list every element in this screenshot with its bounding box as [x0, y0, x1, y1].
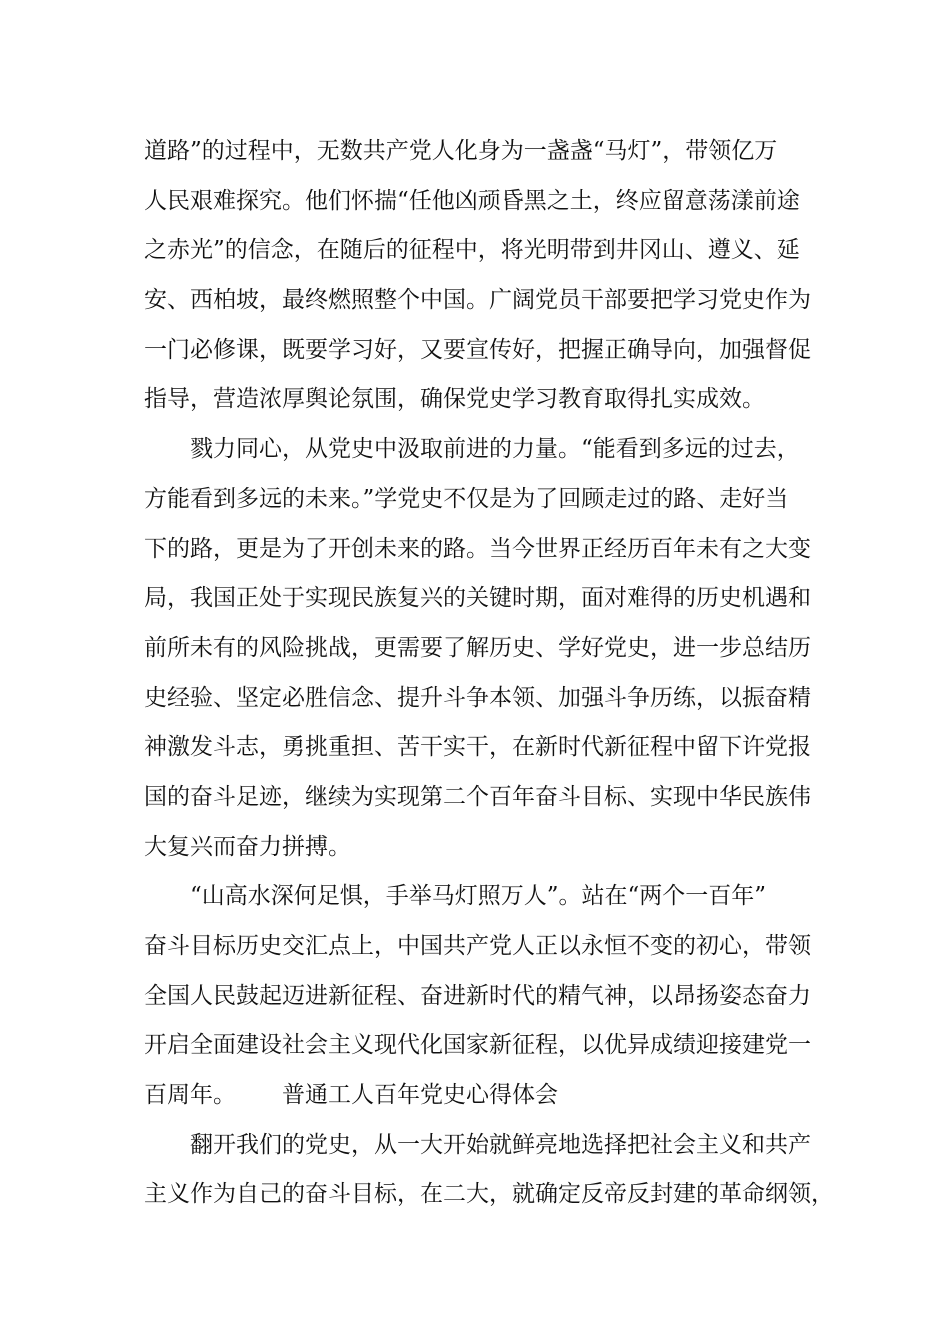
- text-line: 道路”的过程中，无数共产党人化身为一盏盏“马灯”，带领亿万: [144, 138, 778, 164]
- text-line: 之赤光”的信念，在随后的征程中，将光明带到井冈山、遵义、延: [144, 237, 800, 264]
- text-line: 戮力同心，从党史中汲取前进的力量。“能看到多远的过去，: [190, 436, 800, 463]
- document-body: [144, 127, 834, 1220]
- text-line: 神激发斗志，勇挑重担、苦干实干，在新时代新征程中留下许党报: [144, 734, 811, 761]
- text-line: “山高水深何足惧，手举马灯照万人”。站在“两个一百年”: [190, 883, 767, 910]
- text-line: 国的奋斗足迹，继续为实现第二个百年奋斗目标、实现中华民族伟: [144, 783, 811, 810]
- paragraph-continuation: [144, 127, 824, 425]
- text-line: 全国人民鼓起迈进新征程、奋进新时代的精气神，以昂扬姿态奋力: [144, 982, 811, 1009]
- text-line: 人民艰难探究。他们怀揣“任他凶顽昏黑之土，终应留意荡漾前途: [144, 187, 800, 214]
- text-line: 翻开我们的党史，从一大开始就鲜亮地选择把社会主义和共产: [190, 1131, 811, 1158]
- text-line: 局，我国正处于实现民族复兴的关键时期，面对难得的历史机遇和: [144, 585, 811, 612]
- text-line-with-title: [144, 1071, 824, 1121]
- text-line: 方能看到多远的未来。”学党史不仅是为了回顾走过的路、走好当: [144, 485, 789, 512]
- text-line: 开启全面建设社会主义现代化国家新征程，以优异成绩迎接建党一: [144, 1032, 811, 1059]
- text-line: 主义作为自己的奋斗目标，在二大，就确定反帝反封建的革命纲领，: [144, 1181, 834, 1208]
- text-line: 奋斗目标历史交汇点上，中国共产党人正以永恒不变的初心，带领: [144, 933, 811, 959]
- text-line: 一门必修课，既要学习好，又要宣传好，把握正确导向，加强督促: [144, 336, 811, 363]
- paragraph-lantern: [144, 872, 824, 1120]
- inline-document-title: 普通工人百年党史心得体会: [282, 1082, 558, 1109]
- text-line: 史经验、坚定必胜信念、提升斗争本领、加强斗争历练，以振奋精: [144, 684, 811, 711]
- text-line: 大复兴而奋力拼搏。: [144, 833, 351, 860]
- text-line: 前所未有的风险挑战，更需要了解历史、学好党史，进一步总结历: [144, 634, 811, 661]
- text-line: 安、西柏坡，最终燃照整个中国。广阔党员干部要把学习党史作为: [144, 287, 811, 314]
- text-line: 指导，营造浓厚舆论氛围，确保党史学习教育取得扎实成效。: [144, 386, 765, 413]
- text-line: 下的路，更是为了开创未来的路。当今世界正经历百年未有之大变: [144, 535, 811, 562]
- text-line-end: 百周年。: [144, 1082, 236, 1109]
- paragraph-unity: [144, 425, 824, 872]
- paragraph-party-history: [144, 1121, 834, 1220]
